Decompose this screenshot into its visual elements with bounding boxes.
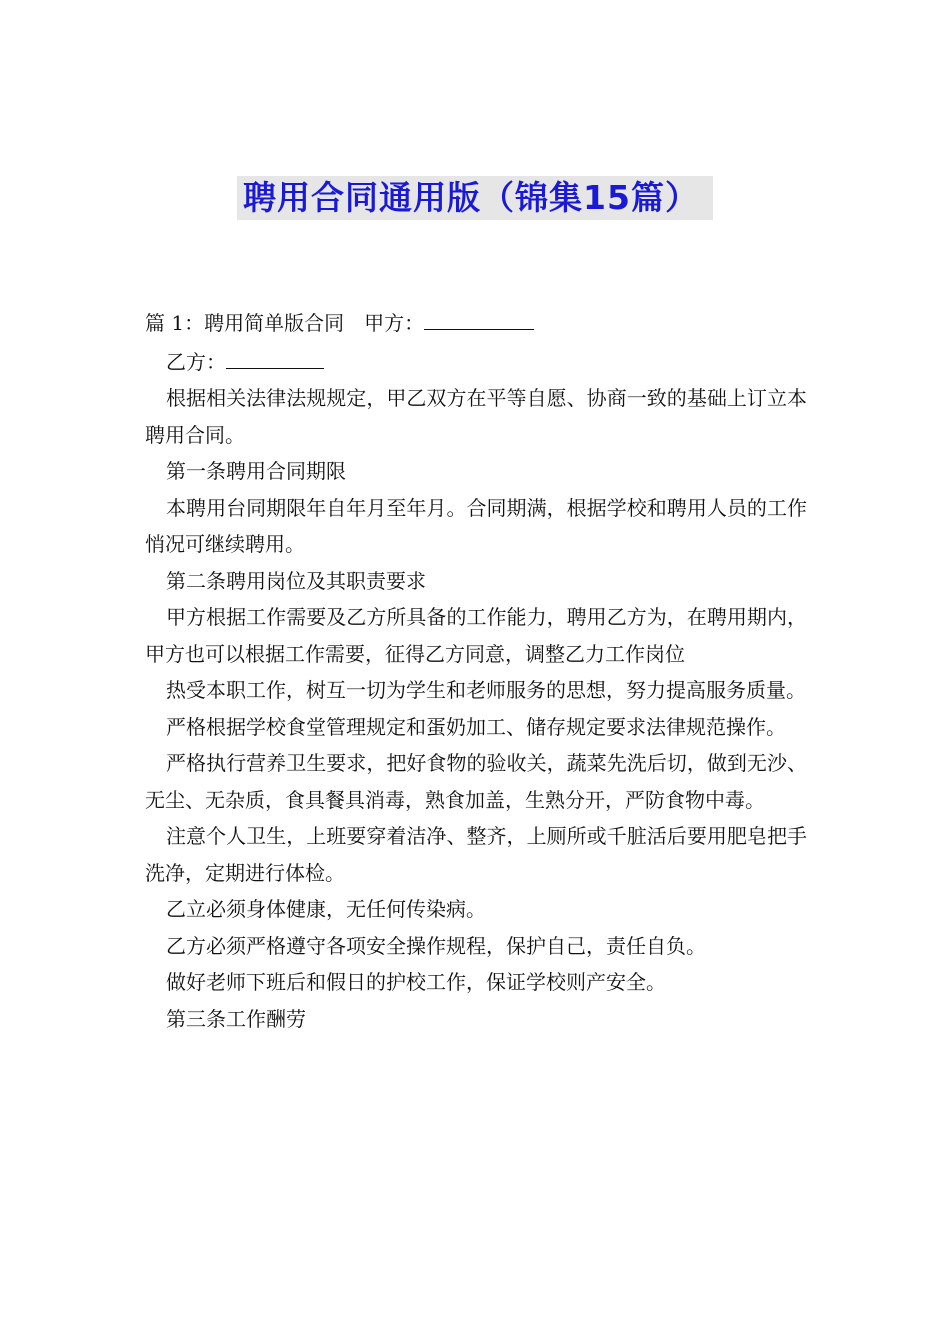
title-container <box>0 176 950 220</box>
party-b-label: 乙方： <box>166 349 226 374</box>
paragraph: 热受本职工作，树互一切为学生和老师服务的思想，努力提高服务质量。 <box>166 678 806 702</box>
document-body <box>145 303 807 1037</box>
party-b-blank <box>226 342 324 369</box>
party-b-line <box>145 342 807 381</box>
paragraph: 严格执行营养卫生要求，把好食物的验收关，蔬菜先洗后切，做到无沙、无尘、无杂质，食具餐具消毒，熟食加盖，生熟分开，严防食物中毒。 <box>145 751 807 812</box>
section-heading: 第一条聘用合同期限 <box>166 459 346 483</box>
paragraph: 乙方必须严格遵守各项安全操作规程，保护自己，责任自负。 <box>166 933 706 958</box>
paragraph: 本聘用台同期限年自年月至年月。合同期满，根据学校和聘用人员的工作悄况可继续聘用。 <box>145 495 807 556</box>
section-heading: 第二条聘用岗位及其职责要求 <box>166 568 426 593</box>
paragraph: 乙立必须身体健康，无任何传染病。 <box>166 897 486 921</box>
paragraph: 甲方根据工作需要及乙方所具备的工作能力，聘用乙方为，在聘用期内，甲方也可以根据工作需要，征得乙方同意，调整乙力工作岗位 <box>145 605 807 666</box>
paragraph: 根据相关法律法规规定，甲乙双方在平等自愿、协商一致的基础上订立本聘用合同。 <box>145 386 807 447</box>
header-line <box>145 303 807 342</box>
section-heading: 第三条工作酬劳 <box>166 1006 306 1031</box>
paragraph: 做好老师下班后和假日的护校工作，保证学校则产安全。 <box>166 970 666 994</box>
header-prefix: 篇 1：聘用简单版合同 甲方： <box>145 311 425 335</box>
paragraph: 严格根据学校食堂管理规定和蛋奶加工、储存规定要求法律规范操作。 <box>166 714 786 739</box>
document-title: 聘用合同通用版（锦集15篇） <box>237 176 713 220</box>
party-a-blank <box>424 303 534 330</box>
paragraph: 注意个人卫生，上班要穿着洁净、整齐，上厕所或千脏活后要用肥皂把手洗净，定期进行体检。 <box>145 824 807 885</box>
